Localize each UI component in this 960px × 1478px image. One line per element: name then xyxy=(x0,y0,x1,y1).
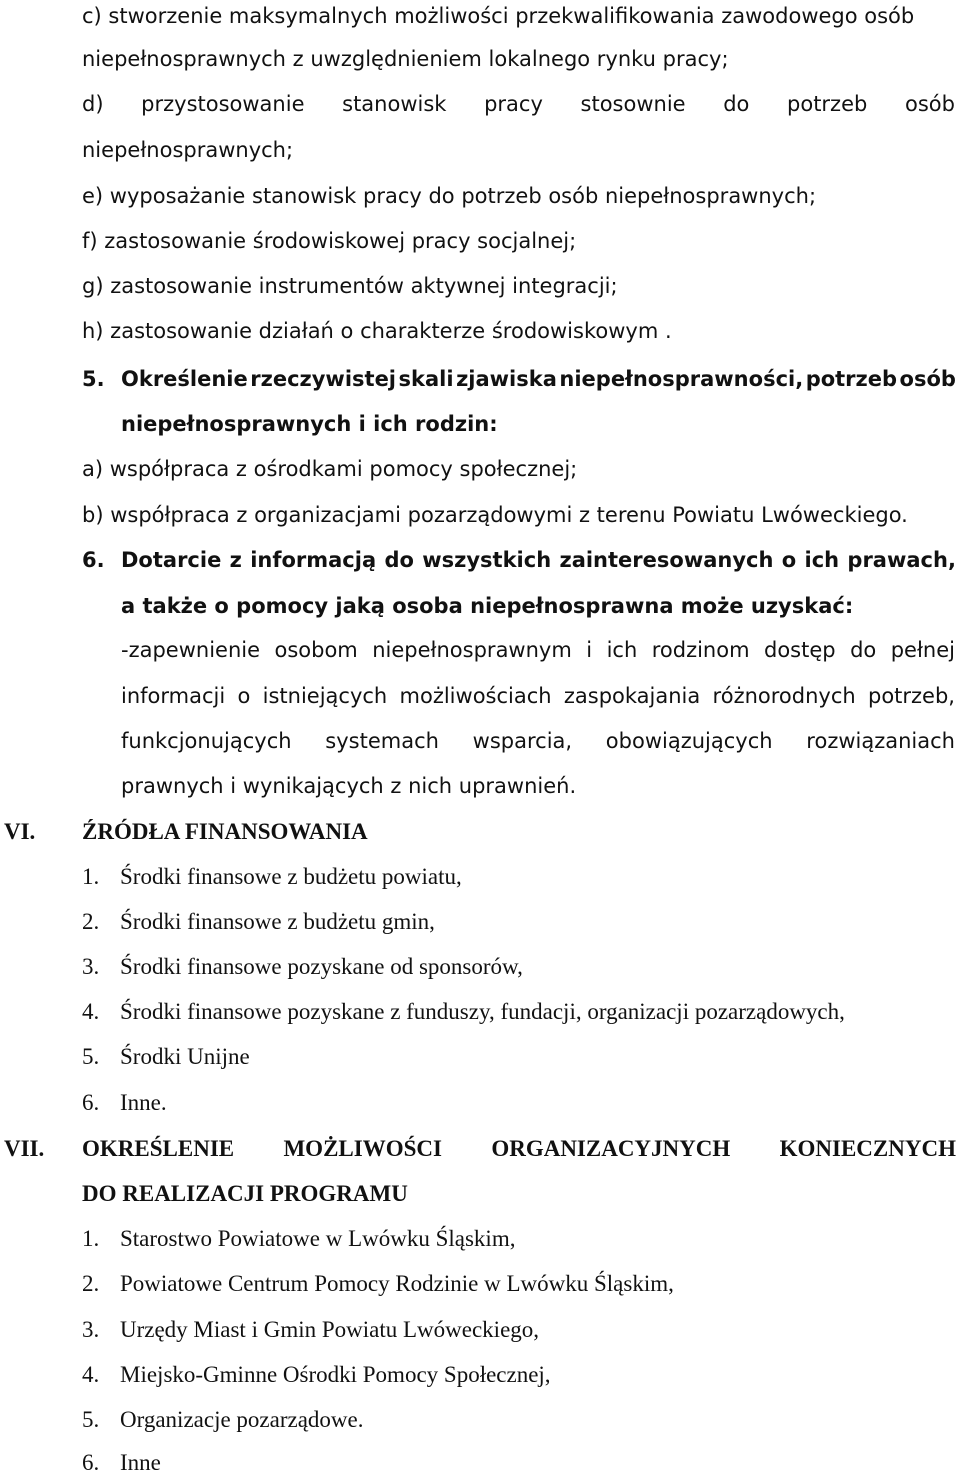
list-item-e: e) wyposażanie stanowisk pracy do potrzeb osób niepełnosprawnych; xyxy=(82,184,817,208)
section-vii-numeral: VII. xyxy=(4,1136,45,1161)
word: przystosowanie xyxy=(141,92,305,116)
list-number: 5. xyxy=(82,1044,100,1069)
item6-heading-line1 xyxy=(121,545,956,575)
word: ORGANIZACYJNYCH xyxy=(491,1136,731,1161)
word: d) xyxy=(82,92,104,116)
word: informacją xyxy=(250,548,377,572)
word: zainteresowanych xyxy=(559,548,774,572)
organization-item xyxy=(82,1448,161,1478)
item6-paragraph-line2 xyxy=(121,681,955,711)
item5-heading-line2: niepełnosprawnych i ich rodzin: xyxy=(121,412,498,436)
word: -zapewnienie xyxy=(121,638,261,662)
list-text: Inne xyxy=(120,1450,161,1475)
word: potrzeb, xyxy=(867,684,955,708)
word: wsparcia, xyxy=(472,729,573,753)
word: OKREŚLENIE xyxy=(82,1136,235,1161)
list-number: 6. xyxy=(82,1450,100,1475)
word: MOŻLIWOŚCI xyxy=(283,1136,442,1161)
word: pełnej xyxy=(890,638,955,662)
word: osobom xyxy=(274,638,358,662)
list-item-h: h) zastosowanie działań o charakterze środowiskowym . xyxy=(82,319,672,343)
item6-paragraph-line4: prawnych i wynikających z nich uprawnień. xyxy=(121,774,577,798)
list-text: Środki finansowe pozyskane z funduszy, fundacji, organizacji pozarządowych, xyxy=(120,999,845,1024)
word: ich xyxy=(606,638,638,662)
funding-item xyxy=(82,862,462,892)
list-number: 2. xyxy=(82,1271,100,1296)
word: zaspokajania xyxy=(563,684,701,708)
word: informacji xyxy=(121,684,226,708)
list-item-d-line1 xyxy=(82,89,955,119)
word: o xyxy=(781,548,797,572)
list-text: Urzędy Miast i Gmin Powiatu Lwóweckiego, xyxy=(120,1317,540,1342)
list-text: Środki finansowe z budżetu powiatu, xyxy=(120,864,462,889)
section-vi-numeral: VI. xyxy=(4,819,36,844)
list-text: Środki Unijne xyxy=(120,1044,250,1069)
list-item-g: g) zastosowanie instrumentów aktywnej integracji; xyxy=(82,274,618,298)
list-number: 6. xyxy=(82,1090,100,1115)
word: systemach xyxy=(325,729,439,753)
funding-item xyxy=(82,907,435,937)
word: stosownie xyxy=(580,92,686,116)
word: do xyxy=(850,638,877,662)
word: rzeczywistej xyxy=(250,367,397,391)
funding-item xyxy=(82,952,523,982)
word: Dotarcie xyxy=(121,548,222,572)
list-item-c-line2: niepełnosprawnych z uwzględnieniem lokalnego rynku pracy; xyxy=(82,47,729,71)
word: osób xyxy=(904,92,955,116)
funding-item xyxy=(82,997,845,1027)
item5-heading-line1 xyxy=(121,364,956,394)
word: skali xyxy=(398,367,454,391)
word: dostęp xyxy=(764,638,836,662)
list-number: 1. xyxy=(82,864,100,889)
list-item-c-line1: c) stworzenie maksymalnych możliwości przekwalifikowania zawodowego osób xyxy=(82,4,915,28)
word: stanowisk xyxy=(342,92,447,116)
item6-heading-line2: a także o pomocy jaką osoba niepełnosprawna może uzyskać: xyxy=(121,594,854,618)
item6-paragraph-line3 xyxy=(121,726,955,756)
list-text: Powiatowe Centrum Pomocy Rodzinie w Lwówku Śląskim, xyxy=(120,1271,674,1296)
organization-item xyxy=(82,1405,364,1435)
item6-number: 6. xyxy=(82,548,105,572)
word: istniejących xyxy=(262,684,388,708)
word: i xyxy=(586,638,593,662)
word: pracy xyxy=(484,92,543,116)
list-number: 3. xyxy=(82,1317,100,1342)
word: o xyxy=(237,684,251,708)
list-text: Starostwo Powiatowe w Lwówku Śląskim, xyxy=(120,1226,516,1251)
word: potrzeb xyxy=(805,367,898,391)
list-number: 5. xyxy=(82,1407,100,1432)
list-number: 4. xyxy=(82,999,100,1024)
section-vii-title-line2: DO REALIZACJI PROGRAMU xyxy=(82,1181,408,1206)
word: do xyxy=(384,548,414,572)
list-text: Inne. xyxy=(120,1090,167,1115)
word: rozwiązaniach xyxy=(806,729,955,753)
word: Określenie xyxy=(121,367,248,391)
list-text: Organizacje pozarządowe. xyxy=(120,1407,364,1432)
word: różnorodnych xyxy=(712,684,856,708)
list-number: 4. xyxy=(82,1362,100,1387)
word: potrzeb xyxy=(787,92,868,116)
section-vi-title: ŹRÓDŁA FINANSOWANIA xyxy=(82,819,368,844)
item5-subitem-b: b) współpraca z organizacjami pozarządowymi z terenu Powiatu Lwóweckiego. xyxy=(82,503,908,527)
funding-item xyxy=(82,1042,250,1072)
list-number: 1. xyxy=(82,1226,100,1251)
item5-number: 5. xyxy=(82,367,105,391)
word: z xyxy=(229,548,242,572)
list-number: 3. xyxy=(82,954,100,979)
organization-item xyxy=(82,1224,516,1254)
word: do xyxy=(723,92,750,116)
organization-item xyxy=(82,1269,674,1299)
word: KONIECZNYCH xyxy=(779,1136,956,1161)
word: obowiązujących xyxy=(605,729,773,753)
section-vii-title-line1 xyxy=(82,1134,956,1164)
organization-item xyxy=(82,1360,551,1390)
word: zjawiska xyxy=(456,367,557,391)
word: niepełnosprawnym xyxy=(372,638,572,662)
word: rodzinom xyxy=(651,638,750,662)
word: ich xyxy=(804,548,840,572)
funding-item xyxy=(82,1088,167,1118)
list-item-d-line2: niepełnosprawnych; xyxy=(82,138,294,162)
word: wszystkich xyxy=(422,548,552,572)
organization-item xyxy=(82,1315,540,1345)
list-text: Środki finansowe pozyskane od sponsorów, xyxy=(120,954,523,979)
word: osób xyxy=(899,367,956,391)
list-text: Miejsko-Gminne Ośrodki Pomocy Społecznej, xyxy=(120,1362,551,1387)
word: prawach, xyxy=(847,548,956,572)
list-item-f: f) zastosowanie środowiskowej pracy socjalnej; xyxy=(82,229,577,253)
word: niepełnosprawności, xyxy=(559,367,804,391)
word: możliwościach xyxy=(399,684,552,708)
item6-paragraph-line1 xyxy=(121,635,955,665)
list-number: 2. xyxy=(82,909,100,934)
list-text: Środki finansowe z budżetu gmin, xyxy=(120,909,435,934)
item5-subitem-a: a) współpraca z ośrodkami pomocy społecznej; xyxy=(82,457,578,481)
word: funkcjonujących xyxy=(121,729,292,753)
